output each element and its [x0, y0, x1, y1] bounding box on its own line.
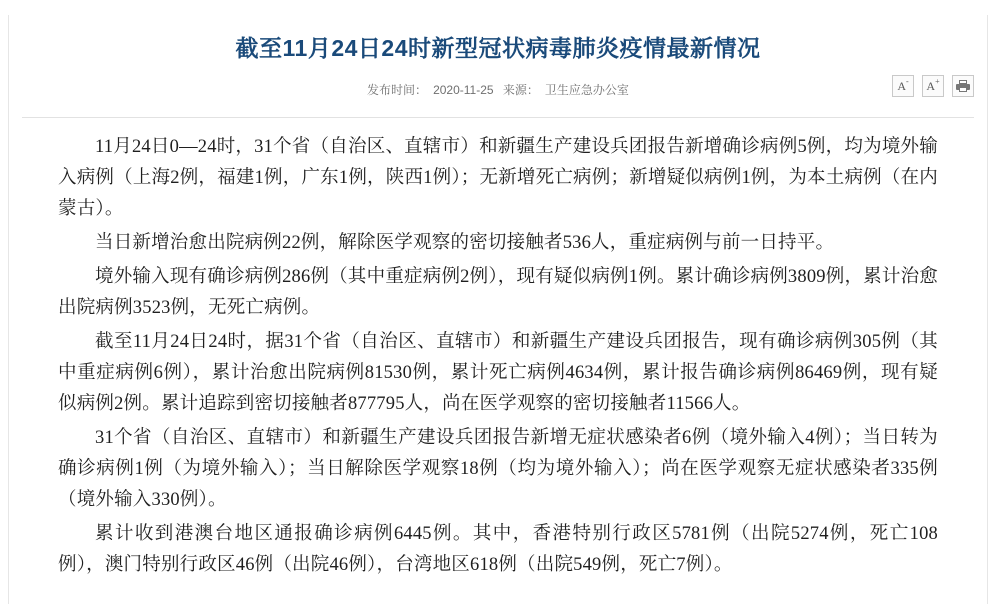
publish-time-value: 2020-11-25: [433, 82, 494, 97]
increase-font-button[interactable]: [922, 75, 944, 97]
source-value: 卫生应急办公室: [544, 82, 629, 97]
paragraph: 截至11月24日24时，据31个省（自治区、直辖市）和新疆生产建设兵团报告，现有确诊病例305例（其中重症病例6例），累计治愈出院病例81530例，累计死亡病例4634例，累计报告确诊病例86469例，现有疑似病例2例。累计追踪到密切接触者877795人，尚在医学观察的密切接触者11566人。: [58, 331, 938, 414]
increase-font-sup: +: [935, 76, 940, 86]
decrease-font-sup: -: [906, 76, 909, 86]
document-body: [0, 118, 996, 581]
decrease-font-button[interactable]: [892, 75, 914, 97]
font-size-toolbar: [892, 75, 974, 97]
paragraph: 当日新增治愈出院病例22例，解除医学观察的密切接触者536人，重症病例与前一日持平。: [95, 232, 835, 253]
paragraph: 累计收到港澳台地区通报确诊病例6445例。其中，香港特别行政区5781例（出院5274例，死亡108例），澳门特别行政区46例（出院46例），台湾地区618例（出院549例，死亡7例）。: [58, 523, 938, 575]
paragraph: 11月24日0—24时，31个省（自治区、直辖市）和新疆生产建设兵团报告新增确诊病例5例，均为境外输入病例（上海2例，福建1例，广东1例，陕西1例）；无新增死亡病例；新增疑似病例1例，为本土病例（在内蒙古）。: [58, 136, 938, 219]
source-label: 来源：: [502, 82, 539, 97]
print-button[interactable]: [952, 75, 974, 97]
document-page: [0, 15, 996, 604]
publish-time-label: 发布时间：: [367, 82, 428, 97]
paragraph: 境外输入现有确诊病例286例（其中重症病例2例），现有疑似病例1例。累计确诊病例3809例，累计治愈出院病例3523例，无死亡病例。: [58, 266, 938, 318]
paragraph: 31个省（自治区、直辖市）和新疆生产建设兵团报告新增无症状感染者6例（境外输入4例）；当日转为确诊病例1例（为境外输入）；当日解除医学观察18例（均为境外输入）；尚在医学观察无症状感染者335例（境外输入330例）。: [58, 427, 938, 510]
increase-font-label: A: [926, 78, 936, 93]
document-meta: [0, 76, 996, 107]
page-title: 截至11月24日24时新型冠状病毒肺炎疫情最新情况: [235, 35, 761, 62]
decrease-font-label: A: [897, 78, 906, 93]
printer-icon: [956, 80, 970, 92]
